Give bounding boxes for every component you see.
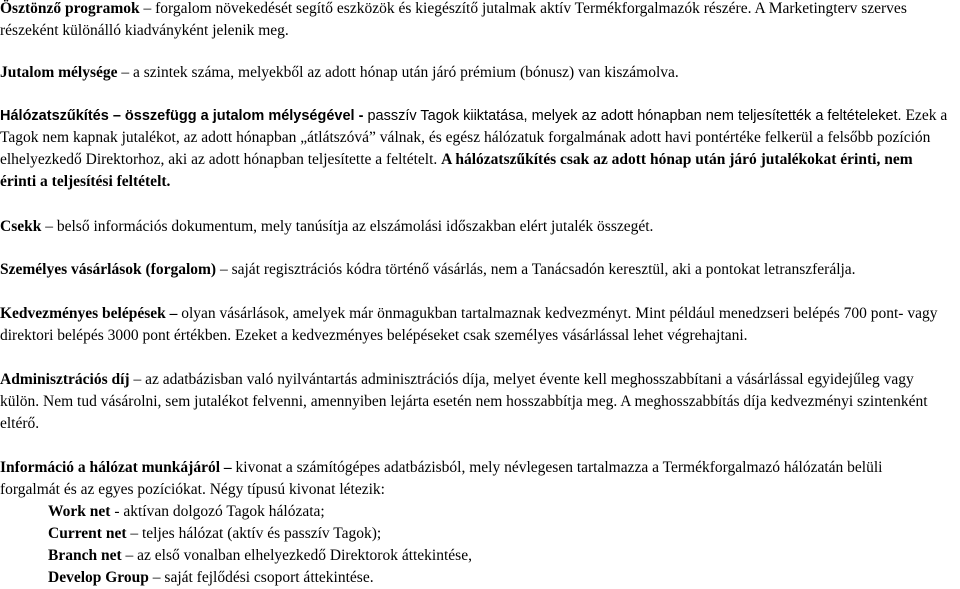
paragraph-osztonzo-programok — [0, 0, 958, 42]
list-item-term: Work net — [48, 503, 111, 520]
definition-text: elhelyezkedő Direktorhoz, aki az adott hónapban teljesítette a feltételt. — [0, 151, 442, 168]
definition-text: – saját regisztrációs kódra történő vásárlás, nem a Tanácsadón keresztül, aki a pontokat letranszferálja. — [216, 261, 856, 278]
definition-text: Ezek a — [901, 107, 948, 124]
paragraph-kedvezmenyes-belepesek — [0, 303, 958, 347]
term-halozatszukites: Hálózatszűkítés – összefügg a jutalom mélységével - — [0, 108, 364, 124]
text-line — [0, 171, 958, 193]
list-item-text: - aktívan dolgozó Tagok hálózata; — [110, 503, 325, 520]
list-item — [0, 567, 958, 589]
paragraph-halozatszukites — [0, 105, 958, 193]
text-line — [0, 391, 958, 413]
definition-text: – a szintek száma, melyekből az adott hónap után járó prémium (bónusz) van kiszámolva. — [117, 64, 679, 81]
term-szemelyes-vasarlasok: Személyes vásárlások (forgalom) — [0, 261, 217, 278]
definition-text: kivonat a számítógépes adatbázisból, mely névlegesen tartalmazza a Termékforgalmazó hálózatán belüli — [231, 459, 883, 476]
term-adminisztracios-dij: Adminisztrációs díj — [0, 371, 130, 388]
list-item — [0, 501, 958, 523]
list-item-term: Develop Group — [48, 569, 149, 586]
term-jutalom-melysege: Jutalom mélysége — [0, 64, 118, 81]
definition-text: forgalmát és az egyes pozíciókat. Négy típusú kivonat létezik: — [0, 481, 385, 498]
term-informacio-halozat: Információ a hálózat munkájáról – — [0, 459, 232, 476]
text-line — [0, 259, 958, 281]
term-csekk: Csekk — [0, 218, 42, 235]
definition-text: részeként különálló kiadványként jelenik meg. — [0, 22, 289, 39]
definition-text: olyan vásárlások, amelyek már önmagukban tartalmaznak kedvezményt. Mint például menedzseri belépés 700 pont- vagy — [177, 305, 938, 322]
term-osztonzo-programok: Ösztönző programok — [0, 0, 140, 17]
list-item-term: Current net — [48, 525, 127, 542]
paragraph-adminisztracios-dij — [0, 369, 958, 435]
text-line — [0, 369, 958, 391]
list-item — [0, 523, 958, 545]
paragraph-informacio-halozat — [0, 457, 958, 589]
definition-text: – belső információs dokumentum, mely tanúsítja az elszámolási időszakban elért jutalék összegét. — [41, 218, 654, 235]
definition-text: – az adatbázisban való nyilvántartás adminisztrációs díja, melyet évente kell meghosszabbítani a vásárlással egyidejűleg vagy — [129, 371, 914, 388]
paragraph-csekk — [0, 216, 958, 238]
text-line — [0, 303, 958, 325]
definition-text: passzív Tagok kiiktatása, melyek az adott hónapban nem teljesítették a feltételeket. — [363, 108, 902, 124]
definition-text: eltérő. — [0, 415, 40, 432]
definition-text: direktori belépés 3000 pont értékben. Ezeket a kedvezményes belépéseket csak személyes vásárlással lehet végrehajtani. — [0, 327, 748, 344]
emphasis-text: A hálózatszűkítés csak az adott hónap után járó jutalékokat érinti, nem — [441, 151, 913, 168]
list-item-text: – teljes hálózat (aktív és passzív Tagok); — [126, 525, 382, 542]
term-kedvezmenyes-belepesek: Kedvezményes belépések – — [0, 305, 178, 322]
definition-text: – forgalom növekedését segítő eszközök és kiegészítő jutalmak aktív Termékforgalmazók részére. A Marketingterv szerves — [139, 0, 907, 17]
definition-text: Tagok nem kapnak jutalékot, az adott hónapban „átlátszóvá” válnak, és egész hálózatuk forgalmának adott havi pontértéke felkerül a felsőbb pozíción — [0, 129, 931, 146]
text-line — [0, 105, 958, 127]
text-line — [0, 457, 958, 479]
emphasis-text: érinti a teljesítési feltételt. — [0, 173, 171, 190]
text-line — [0, 149, 958, 171]
list-item-text: – saját fejlődési csoport áttekintése. — [148, 569, 374, 586]
text-line — [0, 0, 958, 20]
text-line — [0, 479, 958, 501]
paragraph-jutalom-melysege — [0, 62, 958, 84]
paragraph-szemelyes-vasarlasok — [0, 259, 958, 281]
text-line — [0, 325, 958, 347]
text-line — [0, 20, 958, 42]
list-item — [0, 545, 958, 567]
list-item-text: – az első vonalban elhelyezkedő Direktorok áttekintése, — [121, 547, 472, 564]
text-line — [0, 62, 958, 84]
definition-text: külön. Nem tud vásárolni, sem jutalékot felvenni, amennyiben lejárta esetén nem hosszabbítja meg. A meghosszabbítás díja kedvezményi szintenként — [0, 393, 928, 410]
text-line — [0, 216, 958, 238]
text-line — [0, 413, 958, 435]
list-item-term: Branch net — [48, 547, 122, 564]
text-line — [0, 127, 958, 149]
